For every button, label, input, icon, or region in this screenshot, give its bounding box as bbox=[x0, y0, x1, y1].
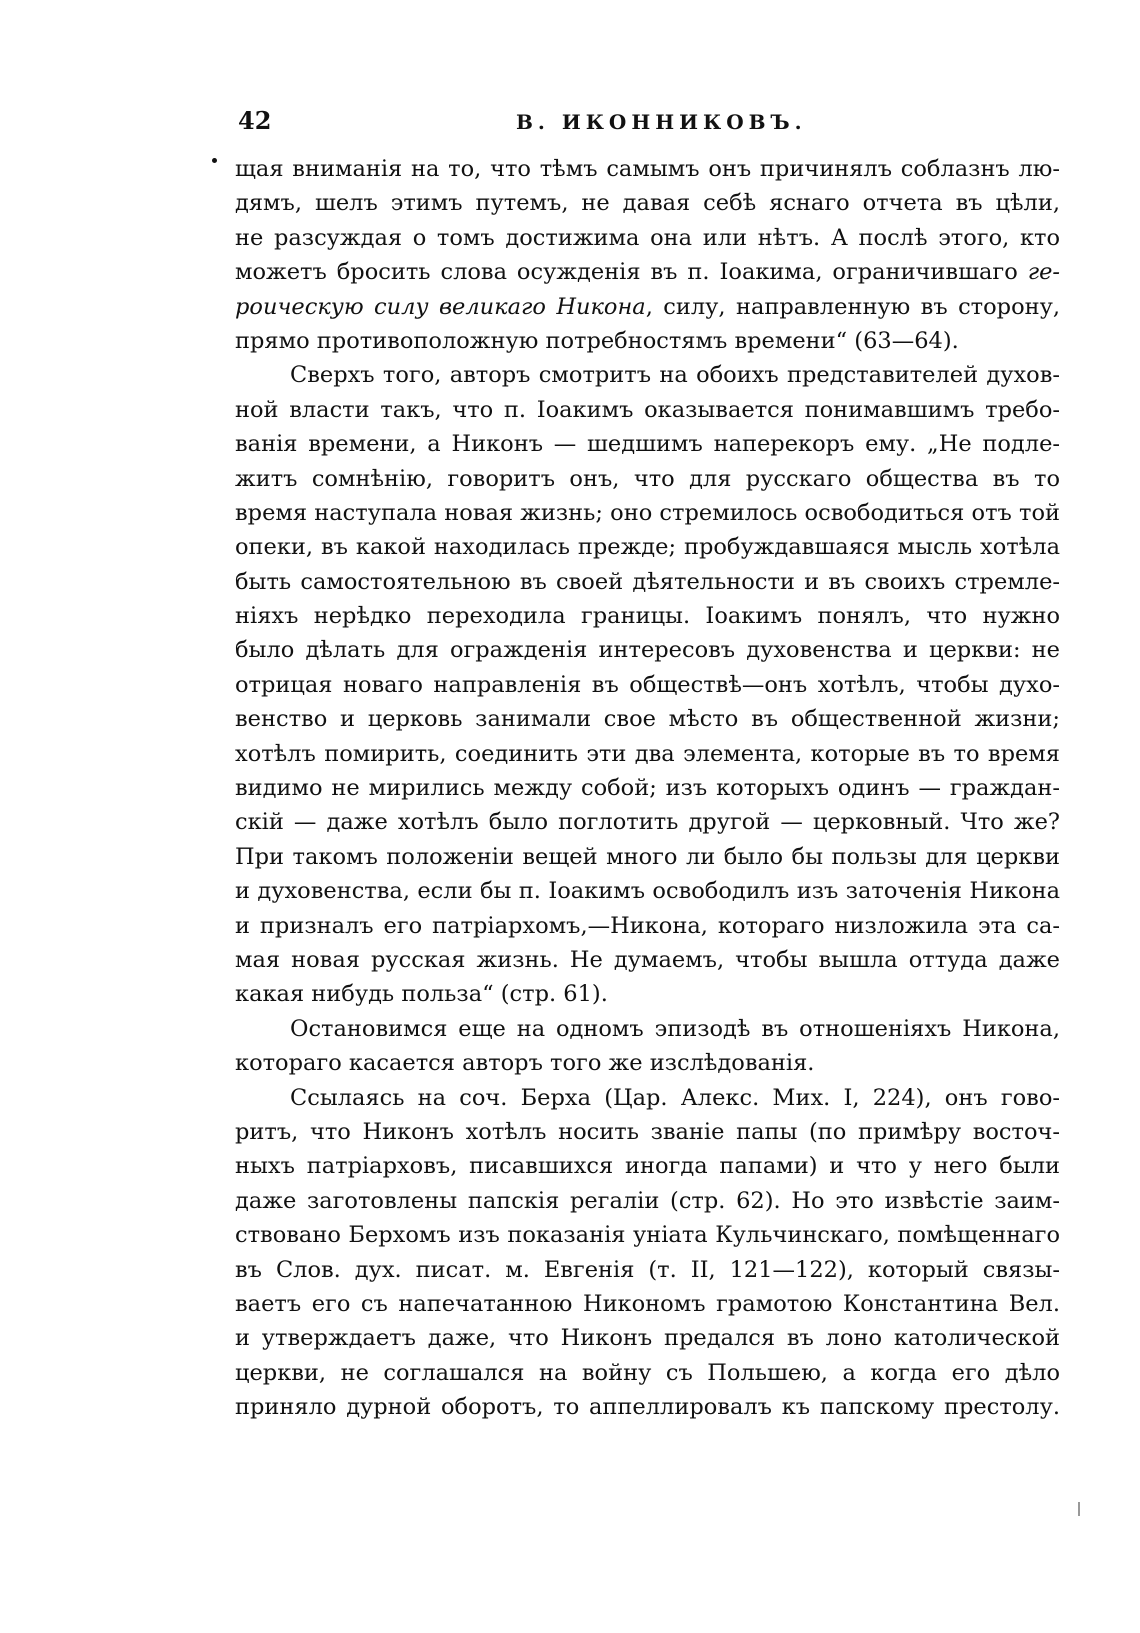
text-line: котораго касается авторъ того же изслѣдованія. bbox=[235, 1050, 815, 1077]
body-text bbox=[235, 152, 1060, 1424]
text-line: венство и церковь занимали свое мѣсто въ общественной жизни; bbox=[235, 706, 1060, 733]
paragraph-1 bbox=[235, 152, 1060, 358]
text-line: ванія времени, а Никонъ — шедшимъ наперекоръ ему. „Не подле- bbox=[235, 431, 1060, 458]
text-line: ритъ, что Никонъ хотѣлъ носить званіе папы (по примѣру восточ- bbox=[235, 1118, 1060, 1145]
page-number: 42 bbox=[238, 106, 272, 135]
text-line: Сверхъ того, авторъ смотритъ на обоихъ представителей духов- bbox=[290, 362, 1060, 389]
text-line: хотѣлъ помирить, соединить эти два элемента, которые въ то время bbox=[235, 740, 1060, 767]
text-line: ніяхъ нерѣдко переходила границы. Іоакимъ понялъ, что нужно bbox=[235, 603, 1060, 630]
paragraph-2 bbox=[235, 358, 1060, 1011]
text-line: опеки, въ какой находилась прежде; пробуждавшаяся мысль хотѣла bbox=[235, 534, 1060, 561]
text-line: ваетъ его съ напечатанною Никономъ грамотою Константина Вел. bbox=[235, 1290, 1060, 1317]
paragraph-4 bbox=[235, 1081, 1060, 1425]
text-line: быть самостоятельною въ своей дѣятельности и въ своихъ стремле- bbox=[235, 568, 1060, 595]
text-line: При такомъ положеніи вещей много ли было бы пользы для церкви bbox=[235, 843, 1060, 870]
text-line: роическую силу великаго Никона, силу, направленную въ сторону, bbox=[235, 293, 1060, 320]
text-line: ной власти такъ, что п. Іоакимъ оказывается понимавшимъ требо- bbox=[235, 396, 1060, 423]
text-line: отрицая новаго направленія въ обществѣ—онъ хотѣлъ, чтобы духо- bbox=[235, 671, 1060, 698]
margin-dot-mark bbox=[212, 158, 217, 163]
text-line: въ Слов. дух. писат. м. Евгенія (т. II, 121—122), который связы- bbox=[235, 1256, 1060, 1283]
running-title: В. ИКОННИКОВЪ. bbox=[516, 110, 807, 134]
page-header bbox=[238, 100, 1058, 140]
text-line: прямо противоположную потребностямъ времени“ (63—64). bbox=[235, 327, 959, 354]
text-line: и призналъ его патріархомъ,—Никона, котораго низложила эта са- bbox=[235, 912, 1060, 939]
text-line: можетъ бросить слова осужденія въ п. Іоакима, ограничившаго ге- bbox=[235, 259, 1060, 286]
text-line: Остановимся еще на одномъ эпизодѣ въ отношеніяхъ Никона, bbox=[290, 1015, 1060, 1042]
margin-tick-mark bbox=[1078, 1502, 1080, 1516]
text-line: церкви, не соглашался на войну съ Польшею, а когда его дѣло bbox=[235, 1359, 1060, 1386]
text-line: какая нибудь польза“ (стр. 61). bbox=[235, 981, 608, 1008]
text-line: мая новая русская жизнь. Не думаемъ, чтобы вышла оттуда даже bbox=[235, 946, 1060, 973]
text-line: и духовенства, если бы п. Іоакимъ освободилъ изъ заточенія Никона bbox=[235, 878, 1060, 905]
text-line: и утверждаетъ даже, что Никонъ предался въ лоно католической bbox=[235, 1325, 1060, 1352]
text-line: было дѣлать для огражденія интересовъ духовенства и церкви: не bbox=[235, 637, 1060, 664]
text-line: видимо не мирились между собой; изъ которыхъ одинъ — граждан- bbox=[235, 775, 1060, 802]
text-line: время наступала новая жизнь; оно стремилось освободиться отъ той bbox=[235, 499, 1060, 526]
text-line: Ссылаясь на соч. Берха (Цар. Алекс. Мих. I, 224), онъ гово- bbox=[290, 1084, 1060, 1111]
text-line: дямъ, шелъ этимъ путемъ, не давая себѣ яснаго отчета въ цѣли, bbox=[235, 190, 1060, 217]
text-line: ныхъ патріарховъ, писавшихся иногда папами) и что у него были bbox=[235, 1153, 1060, 1180]
text-line: не разсуждая о томъ достижима она или нѣтъ. А послѣ этого, кто bbox=[235, 224, 1060, 251]
text-line: скій — даже хотѣлъ было поглотить другой — церковный. Что же? bbox=[235, 809, 1060, 836]
paragraph-3 bbox=[235, 1012, 1060, 1081]
text-line: ствовано Берхомъ изъ показанія уніата Кульчинскаго, помѣщеннаго bbox=[235, 1222, 1060, 1249]
text-line: щая вниманія на то, что тѣмъ самымъ онъ причинялъ соблазнъ лю- bbox=[235, 156, 1060, 182]
text-line: приняло дурной оборотъ, то аппеллировалъ къ папскому престолу. bbox=[235, 1394, 1060, 1421]
text-line: даже заготовлены папскія регаліи (стр. 62). Но это извѣстіе заим- bbox=[235, 1187, 1060, 1214]
text-line: житъ сомнѣнію, говоритъ онъ, что для русскаго общества въ то bbox=[235, 465, 1060, 492]
